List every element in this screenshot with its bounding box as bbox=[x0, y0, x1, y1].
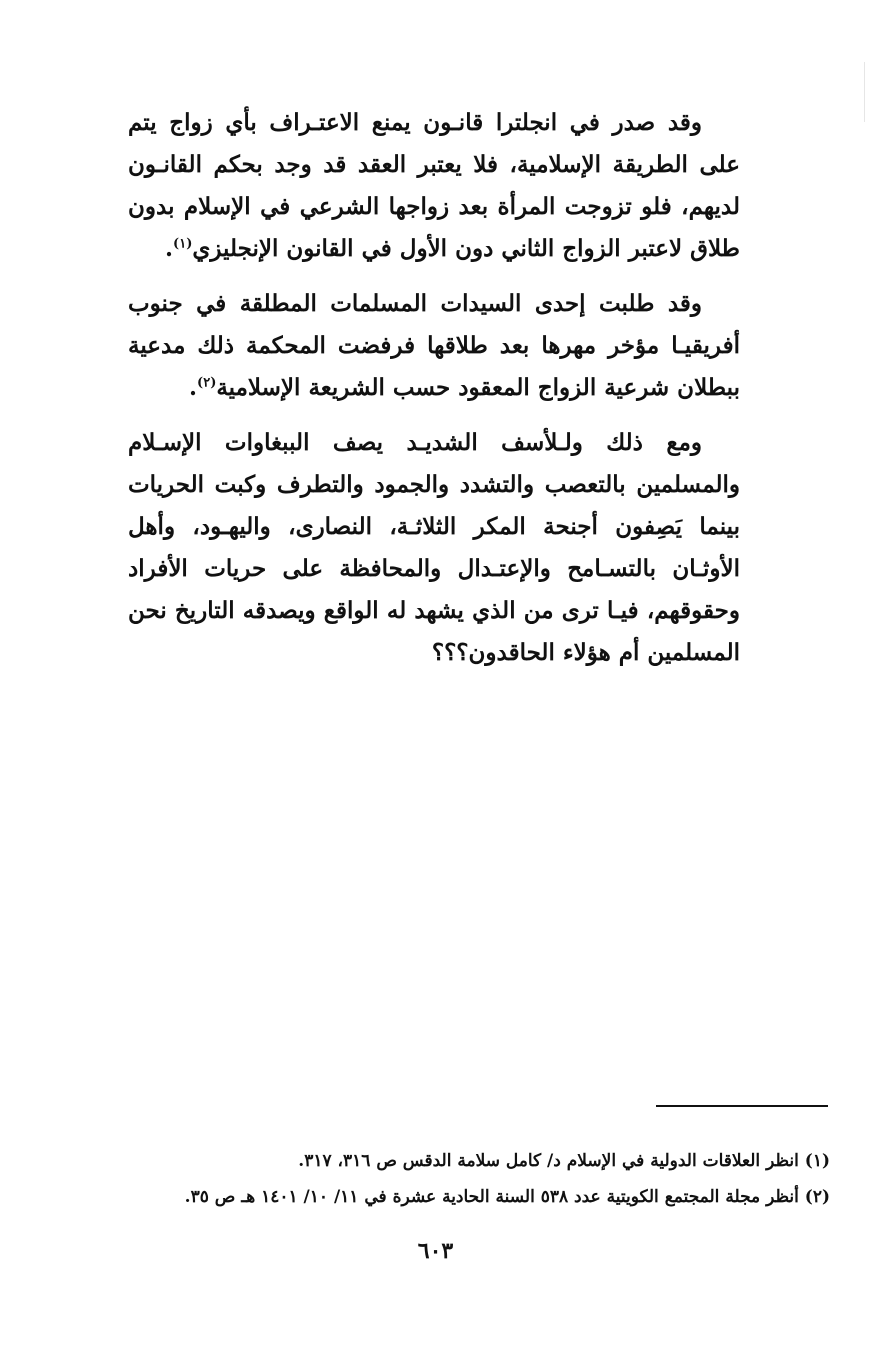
paragraph-1-text: وقد صدر في انجلترا قانـون يمنع الاعتـراف بأي زواج يتم على الطريقة الإسلامية، فلا يعتبر العقد قد وجد بحكم القانـون لديهم، فلو تزوجت المرأة بعد زواجها الشرعي في الإسلام بدون طلاق لاعتبر الزواج الثاني دون الأول في القانون الإنجليزي bbox=[128, 109, 740, 262]
paragraph-3-text: ومع ذلك ولـلأسف الشديـد يصف الببغاوات الإسـلام والمسلمين بالتعصب والتشدد والجمود والتطرف وكبت الحريات بينما يَصِفون أجنحة المكر الثلاثـة، النصارى، واليهـود، وأهل الأوثـان بالتسـامح والإعتـدال والمحافظة على حريات الأفراد وحقوقهم، فيـا ترى من الذي يشهد له الواقع ويصدقه التاريخ نحن المسلمين أم هؤلاء الحاقدون؟؟؟ bbox=[128, 429, 740, 666]
footnote-1: (١) انظر العلاقات الدولية في الإسلام د/ كامل سلامة الدقس ص ٣١٦، ٣١٧. bbox=[298, 1151, 830, 1171]
paragraph-1-ending: . bbox=[165, 235, 174, 262]
footnotes bbox=[110, 1143, 830, 1215]
footnote-ref-1: (١) bbox=[173, 236, 193, 252]
scan-edge-mark bbox=[864, 62, 865, 122]
footnote-separator bbox=[656, 1105, 828, 1107]
paragraph-2 bbox=[128, 283, 740, 409]
paragraph-3 bbox=[128, 422, 740, 674]
page-number: ٦٠٣ bbox=[417, 1238, 454, 1264]
footnote-2: (٢) أنظر مجلة المجتمع الكويتية عدد ٥٣٨ السنة الحادية عشرة في ١١/ ١٠/ ١٤٠١ هـ ص ٣٥. bbox=[184, 1187, 830, 1207]
paragraph-2-text: وقد طلبت إحدى السيدات المسلمات المطلقة في جنوب أفريقيـا مؤخر مهرها بعد طلاقها فرفضت المحكمة ذلك مدعية ببطلان شرعية الزواج المعقود حسب الشريعة الإسلامية bbox=[128, 290, 740, 401]
main-text bbox=[128, 102, 740, 687]
paragraph-2-ending: . bbox=[189, 374, 198, 401]
footnote-ref-2: (٢) bbox=[197, 375, 217, 391]
paragraph-1 bbox=[128, 102, 740, 270]
